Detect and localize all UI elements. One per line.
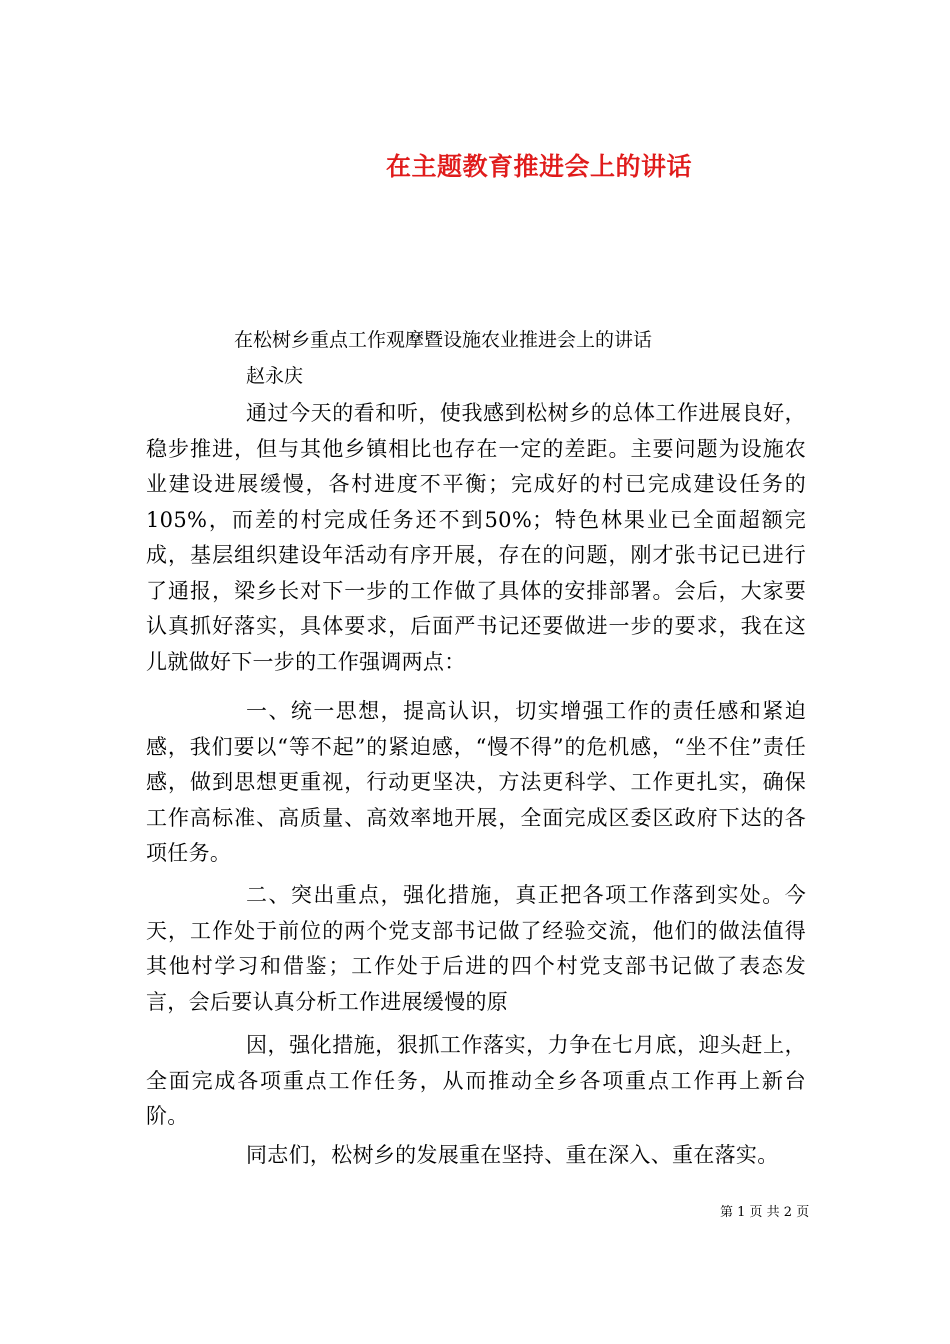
author-name: 赵永庆 — [246, 365, 304, 387]
paragraph-4: 因，强化措施，狠抓工作落实，力争在七月底，迎头赶上，全面完成各项重点工作任务，从而推动全乡各项重点工作再上新台阶。 — [146, 1033, 806, 1128]
speech-subtitle: 在松树乡重点工作观摩暨设施农业推进会上的讲话 — [234, 329, 653, 351]
paragraph-1: 通过今天的看和听，使我感到松树乡的总体工作进展良好，稳步推进，但与其他乡镇相比也存在一定的差距。主要问题为设施农业建设进展缓慢，各村进度不平衡；完成好的村已完成建设任务的105%，而差的村完成任务还不到50%；特色林果业已全面超额完成，基层组织建设年活动有序开展，存在的问题，刚才张书记已进行了通报，梁乡长对下一步的工作做了具体的安排部署。会后，大家要认真抓好落实，具体要求，后面严书记还要做进一步的要求，我在这儿就做好下一步的工作强调两点： — [146, 401, 806, 674]
paragraph-5: 同志们，松树乡的发展重在坚持、重在深入、重在落实。 — [246, 1143, 779, 1167]
paragraph-3: 二、突出重点，强化措施，真正把各项工作落到实处。今天，工作处于前位的两个党支部书记做了经验交流，他们的做法值得其他村学习和借鉴；工作处于后进的四个村党支部书记做了表态发言，会后要认真分析工作进展缓慢的原 — [146, 883, 806, 1014]
paragraph-2: 一、统一思想，提高认识，切实增强工作的责任感和紧迫感，我们要以“等不起”的紧迫感，“慢不得”的危机感，“坐不住”责任感，做到思想更重视，行动更坚决，方法更科学、工作更扎实，确保工作高标准、高质量、高效率地开展，全面完成区委区政府下达的各项任务。 — [146, 699, 806, 865]
document-title: 在主题教育推进会上的讲话 — [385, 151, 692, 181]
page-number: 第 1 页 共 2 页 — [720, 1205, 810, 1220]
